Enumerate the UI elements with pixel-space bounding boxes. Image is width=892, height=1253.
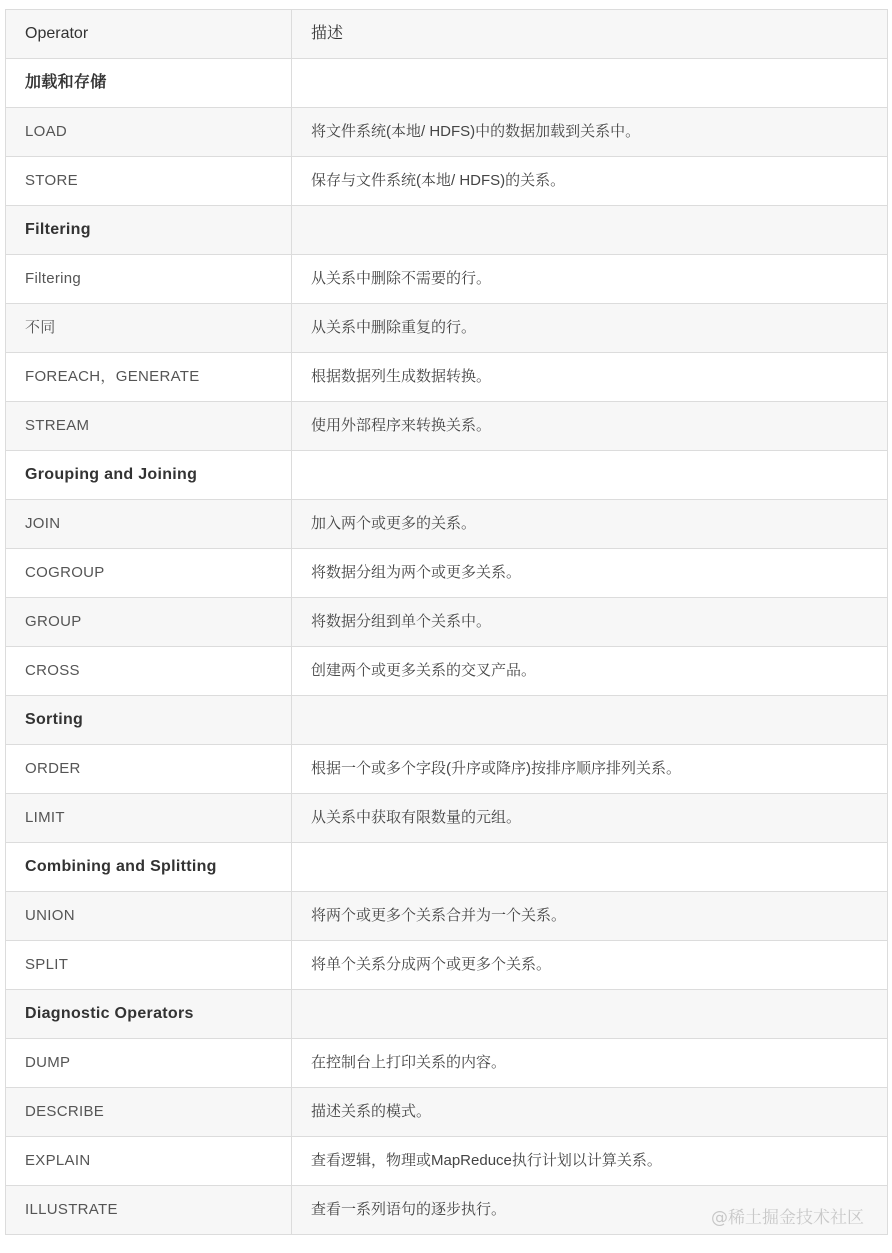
table-row	[6, 1088, 888, 1137]
watermark: @稀土掘金技术社区	[711, 1208, 864, 1228]
description-cell: 查看一系列语句的逐步执行。	[292, 1186, 888, 1235]
operator-cell: GROUP	[6, 598, 292, 647]
table-row	[6, 549, 888, 598]
description-cell: 在控制台上打印关系的内容。	[292, 1039, 888, 1088]
operator-cell: LIMIT	[6, 794, 292, 843]
description-cell: 描述关系的模式。	[292, 1088, 888, 1137]
description-cell: 查看逻辑，物理或MapReduce执行计划以计算关系。	[292, 1137, 888, 1186]
description-cell: 将数据分组为两个或更多关系。	[292, 549, 888, 598]
table-body	[6, 59, 888, 1235]
description-cell	[292, 843, 888, 892]
description-cell	[292, 696, 888, 745]
table-row	[6, 892, 888, 941]
operator-cell: COGROUP	[6, 549, 292, 598]
description-cell: 将文件系统(本地/ HDFS)中的数据加载到关系中。	[292, 108, 888, 157]
description-cell: 使用外部程序来转换关系。	[292, 402, 888, 451]
section-title: Filtering	[6, 206, 292, 255]
description-cell	[292, 451, 888, 500]
operator-cell: EXPLAIN	[6, 1137, 292, 1186]
header-description: 描述	[292, 10, 888, 59]
operator-cell: FOREACH，GENERATE	[6, 353, 292, 402]
table-row	[6, 1186, 888, 1235]
section-title: Sorting	[6, 696, 292, 745]
section-header-row	[6, 206, 888, 255]
header-operator: Operator	[6, 10, 292, 59]
table-row	[6, 647, 888, 696]
table-row	[6, 108, 888, 157]
section-title: 加载和存储	[6, 59, 292, 108]
table-row	[6, 745, 888, 794]
description-cell: 创建两个或更多关系的交叉产品。	[292, 647, 888, 696]
description-cell: 根据数据列生成数据转换。	[292, 353, 888, 402]
section-title: Combining and Splitting	[6, 843, 292, 892]
section-header-row	[6, 59, 888, 108]
description-cell: 从关系中删除重复的行。	[292, 304, 888, 353]
operator-cell: LOAD	[6, 108, 292, 157]
table-row	[6, 255, 888, 304]
table-row	[6, 598, 888, 647]
operator-cell: DUMP	[6, 1039, 292, 1088]
section-header-row	[6, 696, 888, 745]
description-cell: 加入两个或更多的关系。	[292, 500, 888, 549]
operator-cell: CROSS	[6, 647, 292, 696]
operator-cell: UNION	[6, 892, 292, 941]
operator-cell: DESCRIBE	[6, 1088, 292, 1137]
description-cell: 保存与文件系统(本地/ HDFS)的关系。	[292, 157, 888, 206]
description-cell: 根据一个或多个字段(升序或降序)按排序顺序排列关系。	[292, 745, 888, 794]
table-row	[6, 1137, 888, 1186]
section-header-row	[6, 843, 888, 892]
section-title: Diagnostic Operators	[6, 990, 292, 1039]
description-cell	[292, 206, 888, 255]
table-header-row	[6, 10, 888, 59]
operator-cell: ORDER	[6, 745, 292, 794]
section-title: Grouping and Joining	[6, 451, 292, 500]
description-cell	[292, 59, 888, 108]
table-row	[6, 157, 888, 206]
section-header-row	[6, 990, 888, 1039]
operator-cell: STORE	[6, 157, 292, 206]
operator-cell: SPLIT	[6, 941, 292, 990]
table-row	[6, 402, 888, 451]
section-header-row	[6, 451, 888, 500]
operator-cell: JOIN	[6, 500, 292, 549]
description-cell: 将两个或更多个关系合并为一个关系。	[292, 892, 888, 941]
description-cell	[292, 990, 888, 1039]
table-row	[6, 941, 888, 990]
table-row	[6, 353, 888, 402]
table-row	[6, 794, 888, 843]
table-row	[6, 500, 888, 549]
operator-cell: Filtering	[6, 255, 292, 304]
operator-table-container	[5, 9, 887, 1235]
operator-cell: STREAM	[6, 402, 292, 451]
description-cell: 将单个关系分成两个或更多个关系。	[292, 941, 888, 990]
description-cell: 从关系中获取有限数量的元组。	[292, 794, 888, 843]
table-row	[6, 1039, 888, 1088]
description-cell: 从关系中删除不需要的行。	[292, 255, 888, 304]
operator-cell: 不同	[6, 304, 292, 353]
description-cell: 将数据分组到单个关系中。	[292, 598, 888, 647]
operator-table	[5, 9, 888, 1235]
operator-cell: ILLUSTRATE	[6, 1186, 292, 1235]
table-row	[6, 304, 888, 353]
